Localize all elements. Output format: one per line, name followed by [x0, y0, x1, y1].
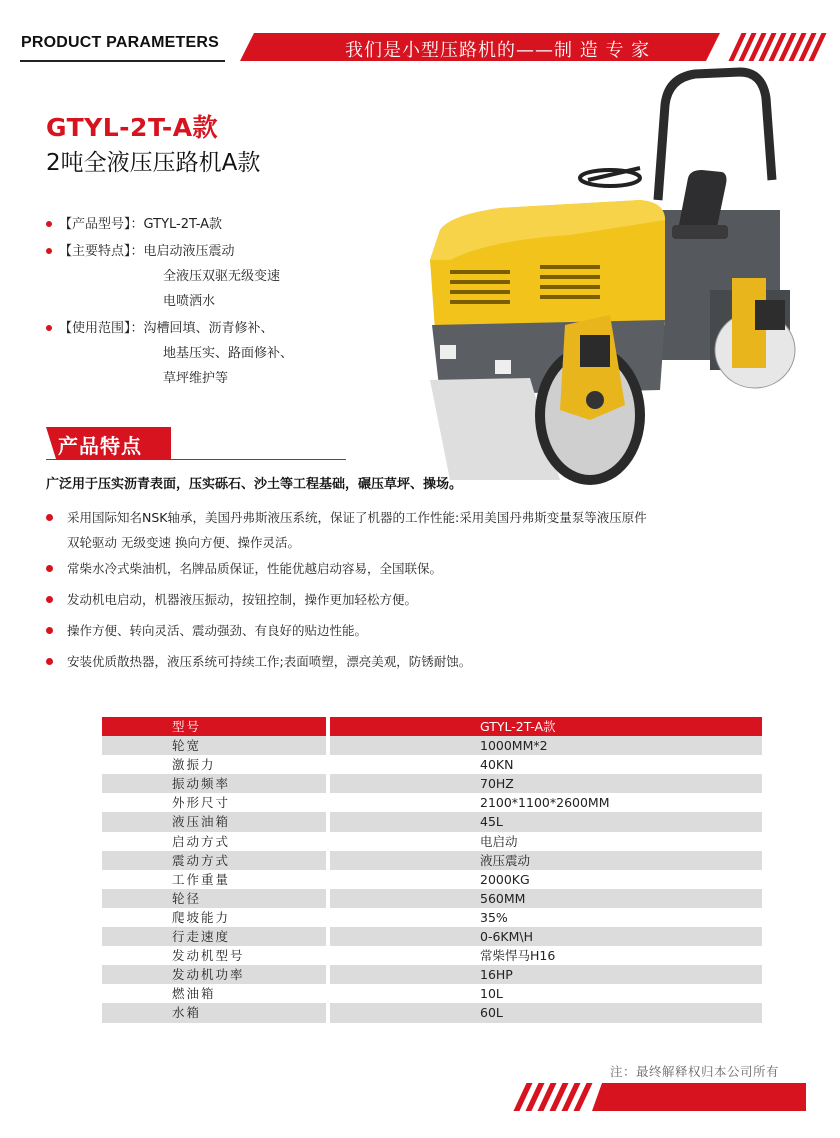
table-cell-value: 35% — [330, 908, 762, 927]
bullet-icon — [46, 565, 53, 572]
feature-text: 操作方便、转向灵活、震动强劲、有良好的贴边性能。 — [67, 623, 368, 638]
table-cell-value: 电启动 — [330, 832, 762, 851]
table-row — [102, 774, 762, 793]
table-cell-key: 震动方式 — [102, 851, 326, 870]
spec-features-row — [46, 239, 235, 264]
bullet-icon — [46, 325, 52, 331]
table-cell-value: 常柴悍马H16 — [330, 946, 762, 965]
table-cell-key: 行走速度 — [102, 927, 326, 946]
footer-note: 注：最终解释权归本公司所有 — [610, 1064, 780, 1079]
bullet-icon — [46, 658, 53, 665]
table-cell-key: 工作重量 — [102, 870, 326, 889]
table-row — [102, 908, 762, 927]
feature-text: 安装优质散热器，液压系统可持续工作;表面喷塑，漂亮美观，防锈耐蚀。 — [67, 654, 472, 669]
feature-text-cont: 双轮驱动 无级变速 换向方便、操作灵活。 — [67, 535, 300, 550]
feature-item — [46, 587, 766, 612]
features-heading: 产品特点 — [58, 434, 142, 458]
table-cell-key: 发动机功率 — [102, 965, 326, 984]
bullet-icon — [46, 248, 52, 254]
product-name-title: 2吨全液压压路机A款 — [46, 150, 261, 176]
feature-text: 常柴水冷式柴油机，名牌品质保证，性能优越启动容易，全国联保。 — [67, 561, 443, 576]
footer-red-band — [592, 1083, 806, 1111]
table-cell-value: GTYL-2T-A款 — [330, 717, 762, 736]
table-cell-value: 40KN — [330, 755, 762, 774]
spec-model-value: GTYL-2T-A款 — [143, 217, 223, 232]
table-row — [102, 927, 762, 946]
table-cell-value: 2100*1100*2600MM — [330, 793, 762, 812]
table-row — [102, 965, 762, 984]
table-cell-key: 型号 — [102, 717, 326, 736]
bullet-icon — [46, 627, 53, 634]
table-row — [102, 984, 762, 1003]
table-cell-value: 2000KG — [330, 870, 762, 889]
bullet-icon — [46, 221, 52, 227]
table-row — [102, 946, 762, 965]
spec-usage-row — [46, 316, 274, 341]
table-cell-key: 轮径 — [102, 889, 326, 908]
spec-model-label: 【产品型号】： — [59, 217, 144, 232]
spec-usage-item: 沟槽回填、沥青修补、 — [143, 321, 274, 336]
spec-feature-item: 电喷洒水 — [163, 294, 216, 309]
table-cell-value: 1000MM*2 — [330, 736, 762, 755]
table-row — [102, 870, 762, 889]
bullet-icon — [46, 596, 53, 603]
spec-usage-item: 草坪维护等 — [163, 371, 229, 386]
parameters-table — [102, 717, 762, 1023]
feature-text: 采用国际知名NSK轴承，美国丹弗斯液压系统，保证了机器的工作性能:采用美国丹弗斯变量泵等液压原件 — [67, 510, 647, 525]
feature-item — [46, 556, 766, 581]
table-cell-key: 启动方式 — [102, 832, 326, 851]
spec-feature-item: 全液压双驱无级变速 — [163, 269, 281, 284]
header-title: PRODUCT PARAMETERS — [21, 34, 219, 51]
spec-usage-label: 【使用范围】： — [59, 321, 144, 336]
spec-feature-item: 电启动液压震动 — [143, 244, 235, 259]
feature-text: 发动机电启动，机器液压振动，按钮控制，操作更加轻松方便。 — [67, 592, 418, 607]
feature-item — [46, 618, 766, 643]
table-row — [102, 755, 762, 774]
feature-item — [46, 505, 766, 555]
table-cell-key: 发动机型号 — [102, 946, 326, 965]
table-cell-value: 10L — [330, 984, 762, 1003]
product-model-title: GTYL-2T-A款 — [46, 113, 219, 142]
spec-model-row — [46, 212, 222, 237]
table-cell-key: 振动频率 — [102, 774, 326, 793]
table-row — [102, 889, 762, 908]
feature-item — [46, 649, 766, 674]
table-cell-value: 60L — [330, 1003, 762, 1022]
table-row — [102, 851, 762, 870]
table-cell-value: 液压震动 — [330, 851, 762, 870]
table-cell-value: 70HZ — [330, 774, 762, 793]
table-row — [102, 812, 762, 831]
table-row — [102, 1003, 762, 1022]
table-cell-key: 外形尺寸 — [102, 793, 326, 812]
bullet-icon — [46, 514, 53, 521]
table-cell-key: 爬坡能力 — [102, 908, 326, 927]
table-header-row — [102, 717, 762, 736]
table-cell-key: 液压油箱 — [102, 812, 326, 831]
spec-usage-item: 地基压实、路面修补、 — [163, 346, 294, 361]
table-cell-key: 轮宽 — [102, 736, 326, 755]
features-heading-line — [46, 459, 346, 460]
table-row — [102, 736, 762, 755]
table-cell-value: 0-6KM\H — [330, 927, 762, 946]
table-cell-key: 水箱 — [102, 1003, 326, 1022]
features-intro: 广泛用于压实沥青表面，压实砾石、沙土等工程基础，碾压草坪、操场。 — [46, 477, 463, 492]
table-cell-value: 560MM — [330, 889, 762, 908]
spec-features-label: 【主要特点】： — [59, 244, 144, 259]
table-row — [102, 793, 762, 812]
table-cell-value: 16HP — [330, 965, 762, 984]
table-row — [102, 832, 762, 851]
table-cell-key: 激振力 — [102, 755, 326, 774]
header-underline — [20, 60, 225, 62]
table-cell-key: 燃油箱 — [102, 984, 326, 1003]
road-roller-image — [410, 60, 820, 490]
header-slogan: 我们是小型压路机的——制 造 专 家 — [345, 40, 651, 61]
table-cell-value: 45L — [330, 812, 762, 831]
